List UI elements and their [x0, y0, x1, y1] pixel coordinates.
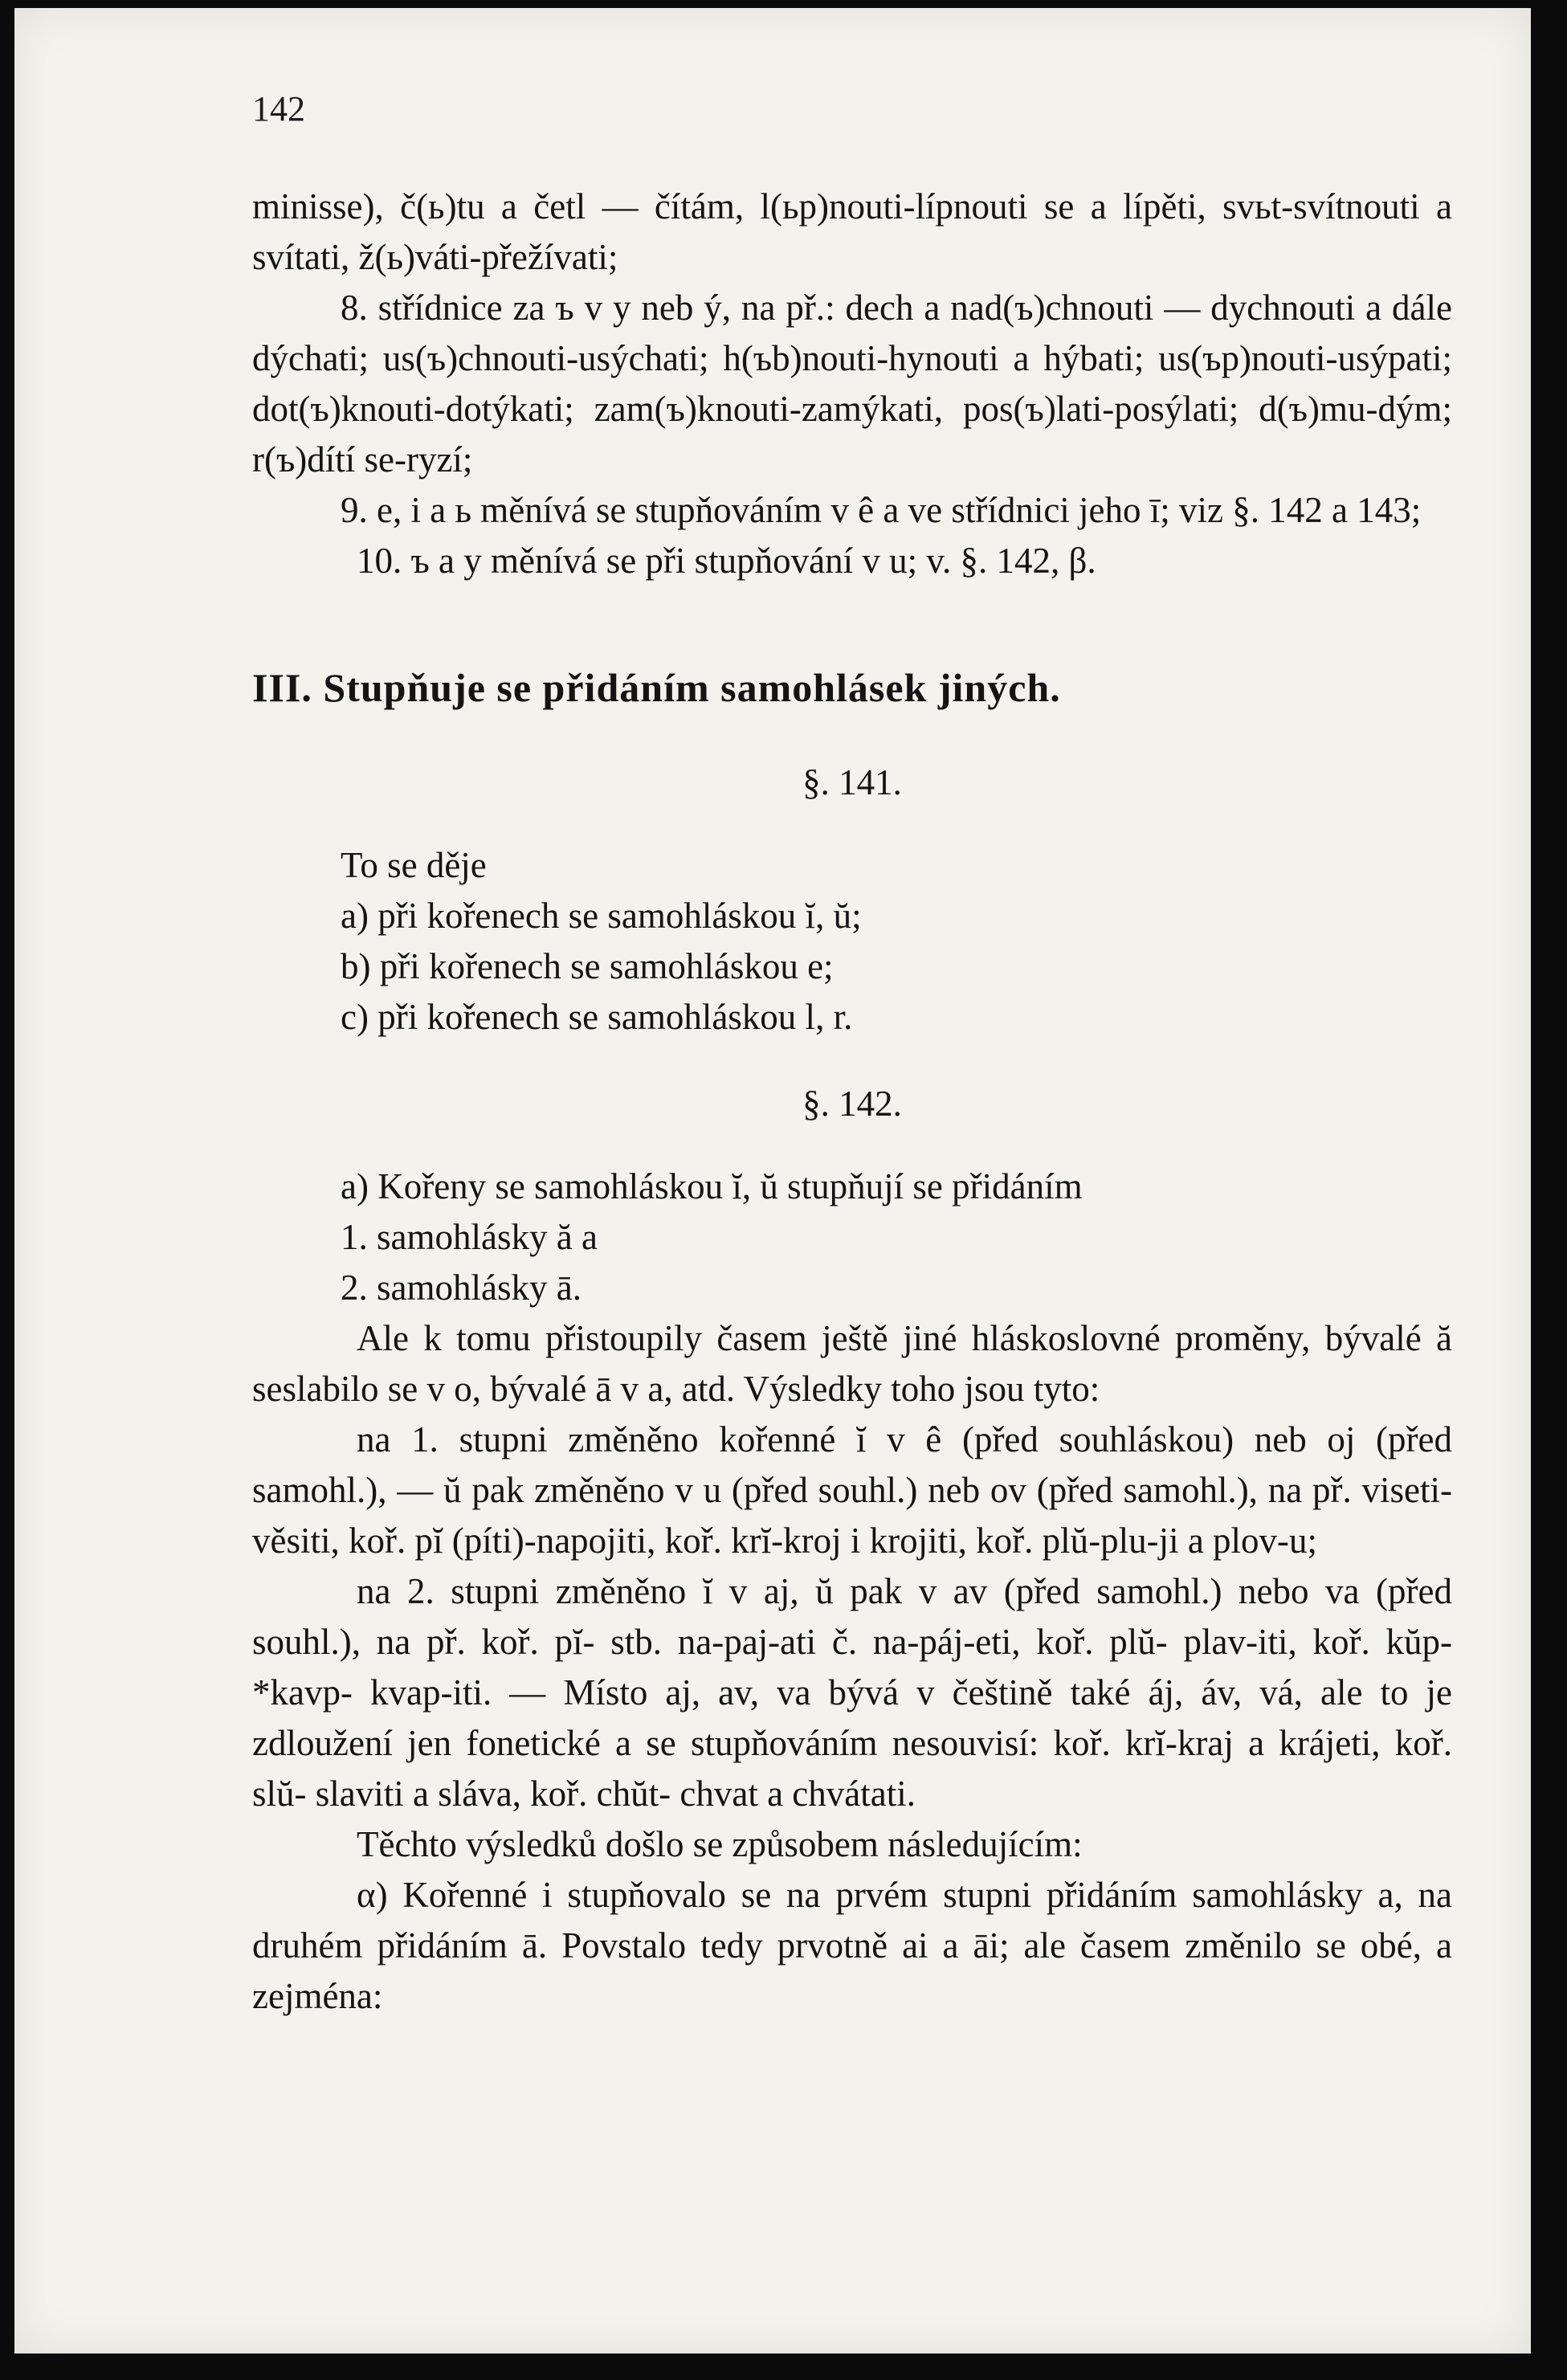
paragraph: na 2. stupni změněno ĭ v aj, ŭ pak v av (před samohl.) nebo va (před souhl.), na př. koř. pĭ- stb. na-paj-ati č. na-páj-eti, koř. plŭ- plav-iti, koř. kŭp- *kavp- kvap-iti. — Místo aj, av, va bývá v češtině také áj, áv, vá, ale to je zdloužení jen fonetické a se stupňováním nesouvisí: koř. krĭ-kraj a krájeti, koř. slŭ- slaviti a sláva, koř. chŭt- chvat a chvátati. — [252, 1571, 1452, 1814]
section-mark-142: §. 142. — [802, 1084, 902, 1124]
section-142-line: 2. samohlásky ā. — [341, 1268, 582, 1308]
page-number: 142 — [252, 89, 305, 129]
paragraph: Těchto výsledků došlo se způsobem následujícím: — [357, 1824, 1083, 1864]
paragraph: na 1. stupni změněno kořenné ĭ v ê (před souhláskou) neb oj (před samohl.), — ŭ pak změněno v u (před souhl.) neb ov (před samohl.), na př. viseti-věsiti, koř. pĭ (píti)-napojiti, koř. krĭ-kroj i krojiti, koř. plŭ-plu-ji a plov-u; — [252, 1419, 1452, 1561]
paragraph-item-8: 8. střídnice za ъ v y neb ý, na př.: dech a nad(ъ)chnouti — dychnouti a dále dýchati; us(ъ)chnouti-usýchati; h(ъb)nouti-hynouti a hýbati; us(ъp)nouti-usýpati; dot(ъ)knouti-dotýkati; zam(ъ)knouti-zamýkati, pos(ъ)lati-posýlati; d(ъ)mu-dým; r(ъ)dítí se-ryzí; — [252, 288, 1452, 480]
section-142-line: 1. samohlásky ă a — [341, 1217, 598, 1257]
paragraph-continuation: minisse), č(ь)tu a četl — čítám, l(ьp)nouti-lípnouti se a lípěti, svьt-svítnouti a svítati, ž(ь)váti-přežívati; — [252, 186, 1452, 277]
paragraph-item-9: 9. e, i a ь měnívá se stupňováním v ê a ve střídnici jeho ī; viz §. 142 a 143; — [341, 490, 1422, 530]
page-content — [252, 182, 1452, 2022]
list-item: c) při kořenech se samohláskou l, r. — [341, 997, 853, 1037]
book-page — [14, 8, 1531, 2353]
paragraph-item-10: 10. ъ a y měnívá se při stupňování v u; v. §. 142, β. — [357, 541, 1096, 581]
list-item: a) při kořenech se samohláskou ĭ, ŭ; — [341, 896, 862, 936]
section-heading: III. Stupňuje se přidáním samohlásek jiných. — [252, 665, 1061, 710]
section-142-line: a) Kořeny se samohláskou ĭ, ŭ stupňují se přidáním — [341, 1166, 1083, 1206]
section-141-intro: To se děje — [341, 845, 487, 885]
section-mark-141: §. 141. — [802, 762, 902, 802]
paragraph: α) Kořenné i stupňovalo se na prvém stupni přidáním samohlásky a, na druhém přidáním ā. Povstalo tedy prvotně ai a āi; ale časem změnilo se obé, a zejména: — [252, 1875, 1452, 2016]
paragraph: Ale k tomu přistoupily časem ještě jiné hláskoslovné proměny, bývalé ă seslabilo se v o, bývalé ā v a, atd. Výsledky toho jsou tyto: — [252, 1318, 1452, 1409]
list-item: b) při kořenech se samohláskou e; — [341, 946, 834, 986]
